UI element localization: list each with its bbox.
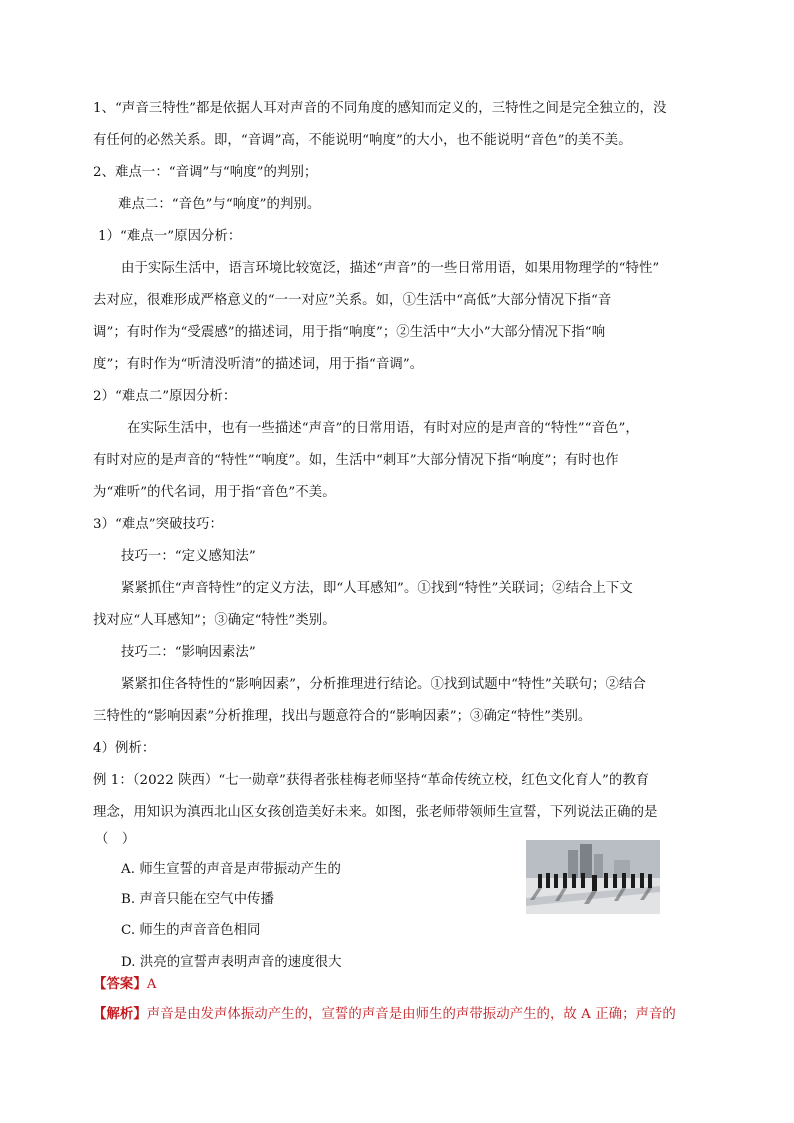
paragraph-line: 紧紧扣住各特性的“影响因素”，分析推理进行结论。①找到试题中“特性”关联句；②结合 — [121, 677, 646, 692]
option-b: B. 声音只能在空气中传播 — [121, 892, 274, 907]
answer-label: 【答案】 — [93, 976, 147, 992]
paragraph-line: 找对应“人耳感知”；③确定“特性”类别。 — [93, 613, 336, 628]
paragraph-line: 有任何的必然关系。即，“音调”高，不能说明“响度”的大小，也不能说明“音色”的美不美。 — [93, 133, 632, 148]
example-question: 理念，用知识为滇西北山区女孩创造美好未来。如图，张老师带领师生宣誓，下列说法正确的是 — [93, 805, 658, 820]
paragraph-line: 调”；有时作为“受震感”的描述词，用于指“响度”；②生活中“大小”大部分情况下指“响 — [93, 325, 606, 340]
paragraph-line: 三特性的“影响因素”分析推理，找出与题意符合的“影响因素”；③确定“特性”类别。 — [93, 709, 592, 724]
paragraph-line: 为“难听”的代名词，用于指“音色”不美。 — [93, 485, 336, 500]
answer-blank: （ ） — [95, 832, 136, 847]
option-c: C. 师生的声音音色相同 — [121, 923, 261, 938]
subheading-analysis-1: 1）“难点一”原因分析： — [98, 229, 242, 244]
oath-photo — [526, 840, 660, 914]
subheading-techniques: 3）“难点”突破技巧： — [93, 517, 223, 532]
subheading-analysis-2: 2）“难点二”原因分析： — [93, 389, 237, 404]
paragraph-line: 由于实际生活中，语言环境比较宽泛，描述“声音”的一些日常用语，如果用物理学的“特性” — [121, 261, 660, 276]
analysis-label: 【解析】 — [93, 1006, 147, 1022]
example-question: 例 1：（2022 陕西）“七一勋章”获得者张桂梅老师坚持“革命传统立校，红色文化育人”的教育 — [93, 773, 650, 788]
paragraph-line: 在实际生活中，也有一些描述“声音”的日常用语，有时对应的是声音的“特性”“音色”， — [127, 421, 639, 436]
paragraph-line: 度”；有时作为“听清没听清”的描述词，用于指“音调”。 — [93, 357, 424, 372]
technique-title: 技巧二：“影响因素法” — [121, 645, 256, 660]
analysis-text: 声音是由发声体振动产生的，宣誓的声音是由师生的声带振动产生的，故 A 正确；声音的 — [146, 1007, 676, 1022]
analysis-line — [93, 1004, 676, 1025]
paragraph-line: 难点二：“音色”与“响度”的判别。 — [118, 197, 321, 212]
answer-line — [93, 974, 157, 995]
paragraph-line: 1、“声音三特性”都是依据人耳对声音的不同角度的感知而定义的，三特性之间是完全独立的，没 — [93, 101, 667, 116]
option-a: A. 师生宣誓的声音是声带振动产生的 — [121, 862, 341, 877]
heading-difficulty: 2、难点一：“音调”与“响度”的判别； — [93, 165, 318, 180]
paragraph-line: 紧紧抓住“声音特性”的定义方法，即“人耳感知”。①找到“特性”关联词；②结合上下文 — [121, 581, 633, 596]
paragraph-line: 有时对应的是声音的“特性”“响度”。如，生活中“刺耳”大部分情况下指“响度”；有时也作 — [93, 453, 619, 468]
technique-title: 技巧一：“定义感知法” — [121, 549, 256, 564]
answer-value: A — [146, 977, 157, 992]
option-d: D. 洪亮的宣誓声表明声音的速度很大 — [121, 955, 342, 970]
paragraph-line: 去对应，很难形成严格意义的“一一对应”关系。如，①生活中“高低”大部分情况下指“音 — [93, 293, 612, 308]
subheading-example: 4）例析： — [93, 741, 156, 756]
